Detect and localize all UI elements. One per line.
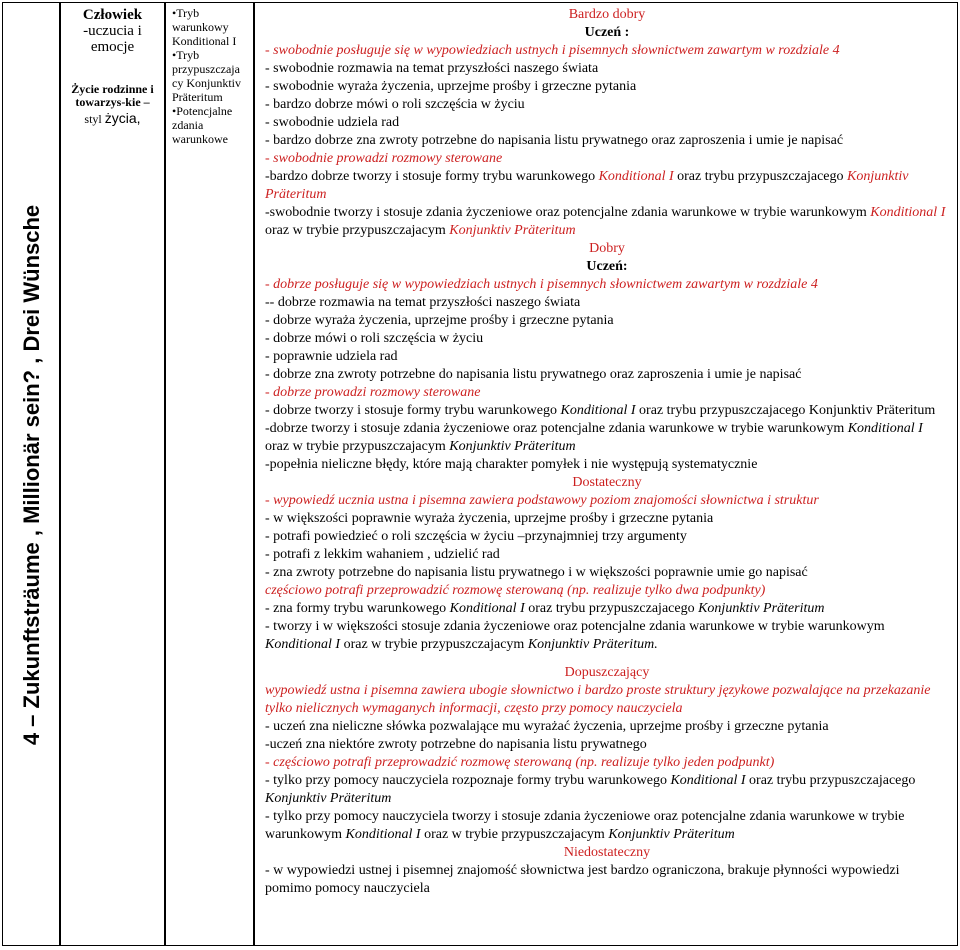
topic-subheading: Życie rodzinne i towarzys-kie – bbox=[71, 82, 154, 109]
criterion-line bbox=[265, 402, 949, 420]
text: oraz w trybie przypuszczajacym bbox=[265, 439, 446, 454]
criterion-line bbox=[265, 618, 949, 654]
konditional-term: Konditional I bbox=[265, 637, 341, 652]
criterion-line: - swobodnie rozmawia na temat przyszłości naszego świata bbox=[265, 61, 599, 76]
criterion-line: - zna zwroty potrzebne do napisania listu prywatnego i w większości poprawnie umie go napisać bbox=[265, 565, 808, 580]
criterion-line bbox=[265, 600, 949, 618]
criterion-line bbox=[265, 808, 949, 844]
criterion-line: - swobodnie udziela rad bbox=[265, 115, 400, 130]
text: -dobrze tworzy i stosuje zdania życzeniowe oraz potencjalne zdania warunkowe w trybie warunkowym bbox=[265, 421, 845, 436]
criterion-line: częściowo potrafi przeprowadzić rozmowę sterowaną (np. realizuje tylko dwa podpunkty) bbox=[265, 583, 766, 598]
konjunktiv-term: Konjunktiv Präteritum. bbox=[527, 637, 658, 652]
konjunktiv-term: Konjunktiv Präteritum bbox=[608, 827, 735, 842]
konditional-term: Konditional I bbox=[870, 205, 946, 220]
criterion-line: - dobrze prowadzi rozmowy sterowane bbox=[265, 385, 481, 400]
criterion-line: - dobrze zna zwroty potrzebne do napisania listu prywatnego oraz zaproszenia i umie je napisać bbox=[265, 367, 802, 382]
topic-line-1: -uczucia i bbox=[83, 23, 142, 39]
text: oraz trybu przypuszczajacego bbox=[677, 169, 844, 184]
konjunktiv-term: Konjunktiv Präteritum bbox=[698, 601, 825, 616]
criterion-line bbox=[265, 168, 949, 204]
criterion-line: -uczeń zna niektóre zwroty potrzebne do napisania listu prywatnego bbox=[265, 737, 647, 752]
criterion-line: -- dobrze rozmawia na temat przyszłości naszego świata bbox=[265, 295, 581, 310]
text: - tylko przy pomocy nauczyciela tworzy i stosuje zdania życzeniowe oraz potencjalne zdania warunkowe w trybie warunkowym bbox=[265, 809, 905, 842]
grade-heading: Niedostateczny bbox=[563, 845, 651, 860]
student-label: Uczeń : bbox=[584, 25, 630, 40]
konditional-term: Konditional I bbox=[847, 421, 923, 436]
topic-style-word: życia, bbox=[104, 110, 141, 126]
criterion-line: - potrafi z lekkim wahaniem , udzielić rad bbox=[265, 547, 500, 562]
konjunktiv-term: Konjunktiv Präteritum bbox=[808, 403, 936, 418]
criterion-line bbox=[265, 420, 949, 456]
text: oraz w trybie przypuszczajacym bbox=[265, 223, 446, 238]
text: -bardzo dobrze tworzy i stosuje formy trybu warunkowego bbox=[265, 169, 596, 184]
criterion-line: - swobodnie wyraża życzenia, uprzejme prośby i grzeczne pytania bbox=[265, 79, 637, 94]
text: - dobrze tworzy i stosuje formy trybu warunkowego bbox=[265, 403, 557, 418]
criterion-line: - dobrze posługuje się w wypowiedziach ustnych i pisemnych słownictwem zawartym w rozdziale 4 bbox=[265, 277, 818, 292]
text: - tylko przy pomocy nauczyciela rozpoznaje formy trybu warunkowego bbox=[265, 773, 667, 788]
konjunktiv-term: Konjunktiv Präteritum bbox=[265, 169, 909, 202]
konjunktiv-term: Konjunktiv Präteritum bbox=[265, 791, 392, 806]
grade-heading: Dopuszczający bbox=[564, 665, 650, 680]
criterion-line: -popełnia nieliczne błędy, które mają charakter pomyłek i nie występują systematycznie bbox=[265, 457, 758, 472]
criterion-line: - potrafi powiedzieć o roli szczęścia w życiu –przynajmniej trzy argumenty bbox=[265, 529, 687, 544]
konjunktiv-term: Konjunktiv Präteritum bbox=[449, 439, 576, 454]
text: oraz trybu przypuszczajacego bbox=[528, 601, 695, 616]
grammar-item: •Tryb przypuszczaja cy Konjunktiv Präteritum bbox=[172, 48, 241, 104]
criterion-line: - swobodnie posługuje się w wypowiedziach ustnych i pisemnych słownictwem zawartym w rozdziale 4 bbox=[265, 43, 840, 58]
student-label: Uczeń: bbox=[586, 259, 628, 274]
topic-cell bbox=[60, 2, 165, 946]
konditional-term: Konditional I bbox=[560, 403, 636, 418]
text: oraz w trybie przypuszczajacym bbox=[424, 827, 605, 842]
topic-style bbox=[61, 110, 164, 127]
text: - tworzy i w większości stosuje zdania życzeniowe oraz potencjalne zdania warunkowe w trybie warunkowym bbox=[265, 619, 885, 634]
topic-style-prefix: styl bbox=[84, 112, 102, 126]
criterion-line bbox=[265, 772, 949, 808]
text: oraz trybu przypuszczajacego bbox=[639, 403, 806, 418]
text: - zna formy trybu warunkowego bbox=[265, 601, 447, 616]
topic-line-2: emocje bbox=[90, 39, 135, 55]
konditional-term: Konditional I bbox=[670, 773, 746, 788]
text: -swobodnie tworzy i stosuje zdania życzeniowe oraz potencjalne zdania warunkowe w trybie warunkowym bbox=[265, 205, 867, 220]
criterion-line: - bardzo dobrze mówi o roli szczęścia w życiu bbox=[265, 97, 525, 112]
konditional-term: Konditional I bbox=[345, 827, 421, 842]
text: oraz w trybie przypuszczajacym bbox=[343, 637, 525, 652]
text: oraz trybu przypuszczajacego bbox=[749, 773, 916, 788]
criterion-line: wypowiedź ustna i pisemna zawiera ubogie słownictwo i bardzo proste struktury językowe pozwalające na przekazanie tylko nielicznych wymaganych informacji, często przy pomocy nauczyciela bbox=[265, 683, 931, 716]
grade-heading: Bardzo dobry bbox=[568, 7, 646, 22]
grade-heading: Dostateczny bbox=[572, 475, 642, 490]
grammar-item: •Tryb warunkowy Konditional I bbox=[172, 6, 237, 48]
criterion-line: - dobrze wyraża życzenia, uprzejme prośby i grzeczne pytania bbox=[265, 313, 614, 328]
criterion-line: - w wypowiedzi ustnej i pisemnej znajomość słownictwa jest bardzo ograniczona, brakuje płynności wypowiedzi pomimo pomocy nauczyciela bbox=[265, 863, 900, 896]
grade-heading: Dobry bbox=[589, 241, 625, 256]
criterion-line bbox=[265, 204, 949, 240]
criteria-table bbox=[2, 2, 958, 948]
criterion-line: - uczeń zna nieliczne słówka pozwalające mu wyrażać życzenia, uprzejme prośby i grzeczne pytania bbox=[265, 719, 829, 734]
grammar-cell bbox=[165, 2, 254, 946]
topic-heading: Człowiek bbox=[82, 7, 143, 23]
criterion-line: - w większości poprawnie wyraża życzenia, uprzejme prośby i grzeczne pytania bbox=[265, 511, 714, 526]
criteria-cell bbox=[254, 2, 958, 946]
unit-cell bbox=[2, 2, 60, 946]
spacer bbox=[265, 654, 949, 664]
konditional-term: Konditional I bbox=[598, 169, 674, 184]
criterion-line: - częściowo potrafi przeprowadzić rozmowę sterowaną (np. realizuje tylko jeden podpunkt) bbox=[265, 755, 775, 770]
criterion-line: - swobodnie prowadzi rozmowy sterowane bbox=[265, 151, 503, 166]
criterion-line: - wypowiedź ucznia ustna i pisemna zawiera podstawowy poziom znajomości słownictwa i struktur bbox=[265, 493, 819, 508]
criterion-line: - poprawnie udziela rad bbox=[265, 349, 398, 364]
criterion-line: - bardzo dobrze zna zwroty potrzebne do napisania listu prywatnego oraz zaproszenia i umie je napisać bbox=[265, 133, 844, 148]
konjunktiv-term: Konjunktiv Präteritum bbox=[449, 223, 576, 238]
konditional-term: Konditional I bbox=[449, 601, 525, 616]
grammar-item: •Potencjalne zdania warunkowe bbox=[172, 104, 233, 146]
unit-title: 4 – Zukunftsträume , Millionär sein? , Drei Wünsche bbox=[19, 204, 44, 746]
criterion-line: - dobrze mówi o roli szczęścia w życiu bbox=[265, 331, 484, 346]
